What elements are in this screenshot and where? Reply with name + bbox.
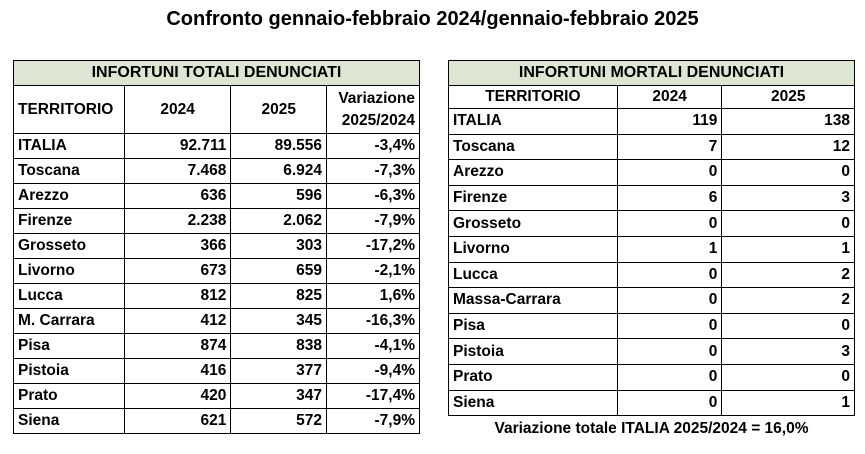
value-cell: 0	[617, 364, 722, 390]
value-cell: -17,2%	[327, 234, 420, 259]
column-header-2025: 2025	[722, 86, 855, 109]
table-row	[14, 184, 420, 209]
table-row	[449, 236, 855, 262]
value-cell: 1	[722, 390, 855, 416]
variazione-period: 2025/2024	[341, 111, 415, 129]
territorio-cell: Lucca	[449, 262, 618, 288]
territorio-cell: Arezzo	[449, 160, 618, 186]
value-cell: 366	[124, 234, 231, 259]
territorio-cell: Pistoia	[14, 359, 125, 384]
territorio-cell: Prato	[14, 384, 125, 409]
value-cell: 416	[124, 359, 231, 384]
territorio-cell: Siena	[449, 390, 618, 416]
value-cell: 838	[231, 334, 327, 359]
territorio-cell: Livorno	[449, 236, 618, 262]
territorio-cell: Siena	[14, 409, 125, 434]
table-caption: INFORTUNI TOTALI DENUNCIATI	[14, 61, 420, 86]
value-cell: -2,1%	[327, 259, 420, 284]
table-row	[14, 409, 420, 434]
value-cell: 825	[231, 284, 327, 309]
territorio-cell: Pistoia	[449, 339, 618, 365]
column-header-variazione	[327, 86, 420, 134]
value-cell: 673	[124, 259, 231, 284]
territorio-cell: Grosseto	[14, 234, 125, 259]
value-cell: 0	[617, 160, 722, 186]
table-caption: INFORTUNI MORTALI DENUNCIATI	[449, 61, 855, 86]
table-row	[14, 384, 420, 409]
table-row	[449, 109, 855, 135]
infortuni-mortali-table	[448, 60, 855, 416]
table-row	[449, 390, 855, 416]
value-cell: -7,3%	[327, 159, 420, 184]
territorio-cell: Grosseto	[449, 211, 618, 237]
territorio-cell: Arezzo	[14, 184, 125, 209]
territorio-cell: Prato	[449, 364, 618, 390]
value-cell: 6	[617, 185, 722, 211]
value-cell: 7	[617, 134, 722, 160]
value-cell: 303	[231, 234, 327, 259]
infortuni-totali-table	[13, 60, 420, 434]
table-row	[14, 134, 420, 159]
value-cell: 1,6%	[327, 284, 420, 309]
column-header-2024: 2024	[617, 86, 722, 109]
table-row	[449, 364, 855, 390]
territorio-cell: Massa-Carrara	[449, 288, 618, 314]
variazione-label: Variazione	[338, 89, 415, 107]
territorio-cell: Toscana	[449, 134, 618, 160]
value-cell: 621	[124, 409, 231, 434]
value-cell: 0	[722, 313, 855, 339]
column-header-territorio: TERRITORIO	[14, 86, 125, 134]
column-header-2025: 2025	[231, 86, 327, 134]
value-cell: -7,9%	[327, 409, 420, 434]
table-row	[449, 185, 855, 211]
territorio-cell: Firenze	[14, 209, 125, 234]
value-cell: 636	[124, 184, 231, 209]
territorio-cell: Toscana	[14, 159, 125, 184]
value-cell: 138	[722, 109, 855, 135]
value-cell: 119	[617, 109, 722, 135]
value-cell: 0	[617, 211, 722, 237]
territorio-cell: Pisa	[14, 334, 125, 359]
table-row	[449, 262, 855, 288]
value-cell: 3	[722, 185, 855, 211]
table-row	[14, 309, 420, 334]
table-row	[449, 339, 855, 365]
table-row	[14, 359, 420, 384]
value-cell: 2	[722, 262, 855, 288]
value-cell: 596	[231, 184, 327, 209]
value-cell: 412	[124, 309, 231, 334]
value-cell: -6,3%	[327, 184, 420, 209]
table-row	[14, 209, 420, 234]
value-cell: 572	[231, 409, 327, 434]
value-cell: 345	[231, 309, 327, 334]
value-cell: 659	[231, 259, 327, 284]
territorio-cell: Firenze	[449, 185, 618, 211]
value-cell: 92.711	[124, 134, 231, 159]
value-cell: 347	[231, 384, 327, 409]
value-cell: 812	[124, 284, 231, 309]
value-cell: 1	[722, 236, 855, 262]
value-cell: 0	[617, 339, 722, 365]
variazione-note: Variazione totale ITALIA 2025/2024 = 16,0%	[494, 420, 809, 437]
table-row	[449, 134, 855, 160]
column-header-2024: 2024	[124, 86, 231, 134]
value-cell: 2	[722, 288, 855, 314]
value-cell: 0	[617, 390, 722, 416]
value-cell: -16,3%	[327, 309, 420, 334]
territorio-cell: ITALIA	[449, 109, 618, 135]
column-header-territorio: TERRITORIO	[449, 86, 618, 109]
value-cell: 0	[722, 364, 855, 390]
value-cell: -4,1%	[327, 334, 420, 359]
territorio-cell: Pisa	[449, 313, 618, 339]
value-cell: 2.062	[231, 209, 327, 234]
territorio-cell: Lucca	[14, 284, 125, 309]
value-cell: 0	[722, 160, 855, 186]
value-cell: 874	[124, 334, 231, 359]
table-row	[14, 159, 420, 184]
table-row	[14, 259, 420, 284]
table-row	[449, 160, 855, 186]
value-cell: 2.238	[124, 209, 231, 234]
territorio-cell: Livorno	[14, 259, 125, 284]
value-cell: 89.556	[231, 134, 327, 159]
value-cell: 12	[722, 134, 855, 160]
value-cell: 0	[617, 262, 722, 288]
table-row	[14, 284, 420, 309]
value-cell: 0	[722, 211, 855, 237]
value-cell: 377	[231, 359, 327, 384]
table-row	[449, 288, 855, 314]
value-cell: -17,4%	[327, 384, 420, 409]
value-cell: 1	[617, 236, 722, 262]
value-cell: -9,4%	[327, 359, 420, 384]
table-row	[449, 211, 855, 237]
value-cell: 0	[617, 313, 722, 339]
value-cell: -3,4%	[327, 134, 420, 159]
table-row	[449, 313, 855, 339]
territorio-cell: M. Carrara	[14, 309, 125, 334]
value-cell: 0	[617, 288, 722, 314]
page-title: Confronto gennaio-febbraio 2024/gennaio-febbraio 2025	[166, 8, 699, 30]
value-cell: 3	[722, 339, 855, 365]
table-row	[14, 234, 420, 259]
value-cell: 6.924	[231, 159, 327, 184]
table-row	[14, 334, 420, 359]
value-cell: 7.468	[124, 159, 231, 184]
territorio-cell: ITALIA	[14, 134, 125, 159]
value-cell: -7,9%	[327, 209, 420, 234]
value-cell: 420	[124, 384, 231, 409]
